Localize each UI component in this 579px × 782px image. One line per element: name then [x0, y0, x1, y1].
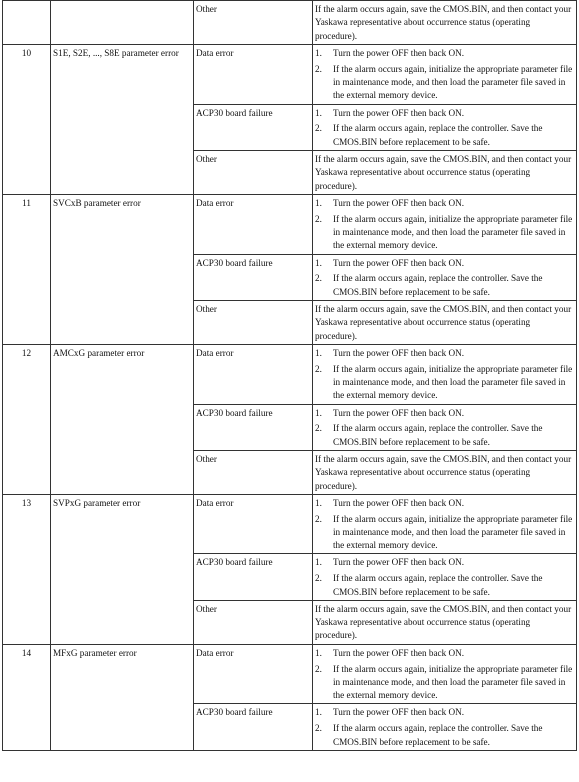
- remedy-cell: If the alarm occurs again, save the CMOS.BIN, and then contact your Yaskawa representative about occurrence status (operating procedure).: [313, 300, 577, 344]
- step-number: 2.: [315, 213, 322, 224]
- step-number: 2.: [315, 363, 322, 374]
- step-text: Turn the power OFF then back ON.: [333, 107, 465, 118]
- cause-cell: ACP30 board failure: [194, 104, 313, 150]
- remedy-step: [315, 407, 574, 420]
- cause-cell: ACP30 board failure: [194, 704, 313, 750]
- step-number: 1.: [315, 557, 322, 568]
- step-text: Turn the power OFF then back ON.: [333, 407, 465, 418]
- cause-cell: Data error: [194, 344, 313, 404]
- step-text: Turn the power OFF then back ON.: [333, 257, 465, 268]
- alarm-number-cell: 13: [3, 494, 51, 644]
- cause-cell: ACP30 board failure: [194, 554, 313, 600]
- step-text: If the alarm occurs again, initialize the appropriate parameter file in maintenance mode, and then load the parameter file saved in the external memory device.: [333, 213, 573, 251]
- remedy-cell: If the alarm occurs again, save the CMOS.BIN, and then contact your Yaskawa representative about occurrence status (operating procedure).: [313, 450, 577, 494]
- step-number: 1.: [315, 707, 322, 718]
- step-text: If the alarm occurs again, initialize the appropriate parameter file in maintenance mode, and then load the parameter file saved in the external memory device.: [333, 63, 573, 101]
- step-text: If the alarm occurs again, initialize the appropriate parameter file in maintenance mode, and then load the parameter file saved in the external memory device.: [333, 513, 573, 551]
- remedy-step: [315, 647, 574, 660]
- remedy-step: [315, 213, 574, 253]
- remedy-step: [315, 47, 574, 60]
- remedy-step: [315, 197, 574, 210]
- remedy-step: [315, 107, 574, 120]
- remedy-step: [315, 347, 574, 360]
- step-number: 1.: [315, 347, 322, 358]
- step-number: 2.: [315, 513, 322, 524]
- step-number: 2.: [315, 573, 322, 584]
- step-number: 1.: [315, 197, 322, 208]
- remedy-step: [315, 272, 574, 299]
- alarm-name-cell: MFxG parameter error: [51, 644, 194, 750]
- alarm-number-cell: 14: [3, 644, 51, 750]
- remedy-step: [315, 63, 574, 103]
- cause-cell: Data error: [194, 44, 313, 104]
- remedy-cell: [313, 704, 577, 750]
- cause-cell: Other: [194, 300, 313, 344]
- step-number: 1.: [315, 407, 322, 418]
- step-text: If the alarm occurs again, replace the controller. Save the CMOS.BIN before replacement to be safe.: [333, 273, 543, 297]
- step-text: If the alarm occurs again, initialize the appropriate parameter file in maintenance mode, and then load the parameter file saved in the external memory device.: [333, 663, 573, 701]
- cause-cell: Data error: [194, 494, 313, 554]
- step-number: 2.: [315, 123, 322, 134]
- remedy-step: [315, 706, 574, 719]
- step-number: 1.: [315, 107, 322, 118]
- remedy-cell: If the alarm occurs again, save the CMOS.BIN, and then contact your Yaskawa representative about occurrence status (operating procedure).: [313, 1, 577, 45]
- alarm-number-cell: 12: [3, 344, 51, 494]
- cause-cell: Other: [194, 1, 313, 45]
- remedy-cell: [313, 194, 577, 254]
- step-number: 2.: [315, 423, 322, 434]
- alarm-name-cell: [51, 1, 194, 45]
- alarm-name-cell: SVPxG parameter error: [51, 494, 194, 644]
- remedy-cell: If the alarm occurs again, save the CMOS.BIN, and then contact your Yaskawa representative about occurrence status (operating procedure).: [313, 600, 577, 644]
- table-row: [3, 644, 577, 704]
- remedy-cell: [313, 344, 577, 404]
- step-number: 1.: [315, 647, 322, 658]
- step-text: Turn the power OFF then back ON.: [333, 497, 465, 508]
- table-row: [3, 1, 577, 45]
- alarm-number-cell: 10: [3, 44, 51, 194]
- step-number: 2.: [315, 723, 322, 734]
- step-number: 1.: [315, 257, 322, 268]
- alarm-name-cell: AMCxG parameter error: [51, 344, 194, 494]
- remedy-cell: [313, 404, 577, 450]
- step-text: If the alarm occurs again, replace the controller. Save the CMOS.BIN before replacement to be safe.: [333, 573, 543, 597]
- remedy-cell: If the alarm occurs again, save the CMOS.BIN, and then contact your Yaskawa representative about occurrence status (operating procedure).: [313, 150, 577, 194]
- step-text: Turn the power OFF then back ON.: [333, 47, 465, 58]
- step-text: If the alarm occurs again, replace the controller. Save the CMOS.BIN before replacement to be safe.: [333, 723, 543, 747]
- remedy-cell: [313, 554, 577, 600]
- remedy-step: [315, 663, 574, 703]
- remedy-step: [315, 122, 574, 149]
- alarm-table-body: [3, 1, 577, 751]
- cause-cell: Data error: [194, 644, 313, 704]
- step-text: Turn the power OFF then back ON.: [333, 347, 465, 358]
- step-text: If the alarm occurs again, replace the controller. Save the CMOS.BIN before replacement to be safe.: [333, 123, 543, 147]
- alarm-name-cell: SVCxB parameter error: [51, 194, 194, 344]
- table-row: [3, 44, 577, 104]
- alarm-number-cell: [3, 1, 51, 45]
- table-row: [3, 344, 577, 404]
- remedy-step: [315, 722, 574, 749]
- cause-cell: Other: [194, 600, 313, 644]
- remedy-step: [315, 572, 574, 599]
- cause-cell: Other: [194, 150, 313, 194]
- step-number: 2.: [315, 663, 322, 674]
- alarm-number-cell: 11: [3, 194, 51, 344]
- remedy-cell: [313, 254, 577, 300]
- remedy-step: [315, 497, 574, 510]
- table-row: [3, 194, 577, 254]
- cause-cell: ACP30 board failure: [194, 254, 313, 300]
- step-text: If the alarm occurs again, replace the controller. Save the CMOS.BIN before replacement to be safe.: [333, 423, 543, 447]
- cause-cell: Other: [194, 450, 313, 494]
- remedy-cell: [313, 644, 577, 704]
- step-text: Turn the power OFF then back ON.: [333, 557, 465, 568]
- remedy-cell: [313, 104, 577, 150]
- step-text: Turn the power OFF then back ON.: [333, 647, 465, 658]
- table-row: [3, 494, 577, 554]
- cause-cell: Data error: [194, 194, 313, 254]
- step-number: 1.: [315, 47, 322, 58]
- step-text: Turn the power OFF then back ON.: [333, 707, 465, 718]
- remedy-cell: [313, 494, 577, 554]
- step-text: If the alarm occurs again, initialize the appropriate parameter file in maintenance mode, and then load the parameter file saved in the external memory device.: [333, 363, 573, 401]
- step-number: 1.: [315, 497, 322, 508]
- step-number: 2.: [315, 273, 322, 284]
- remedy-step: [315, 257, 574, 270]
- alarm-name-cell: S1E, S2E, ..., S8E parameter error: [51, 44, 194, 194]
- remedy-step: [315, 513, 574, 553]
- remedy-step: [315, 363, 574, 403]
- alarm-table: [2, 0, 577, 751]
- step-number: 2.: [315, 63, 322, 74]
- cause-cell: ACP30 board failure: [194, 404, 313, 450]
- remedy-cell: [313, 44, 577, 104]
- step-text: Turn the power OFF then back ON.: [333, 197, 465, 208]
- remedy-step: [315, 556, 574, 569]
- remedy-step: [315, 422, 574, 449]
